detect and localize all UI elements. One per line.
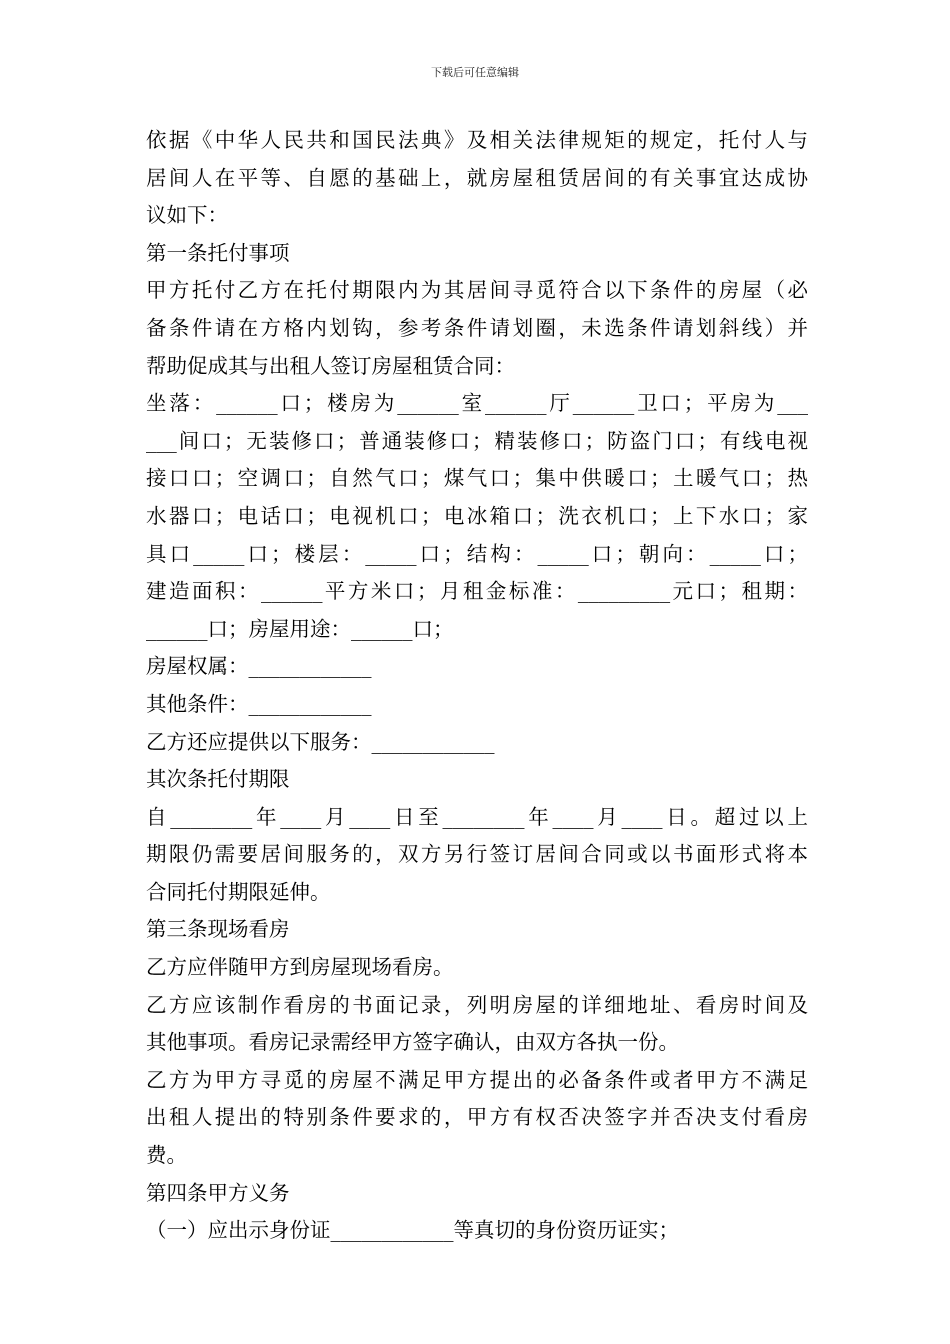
text-line: 合同托付期限延伸。 (146, 879, 331, 904)
text-line: 其次条托付期限 (146, 767, 290, 792)
text-line: 居间人在平等、自愿的基础上，就房屋租赁居间的有关事宜达成协 (146, 165, 808, 190)
text-line: 其他条件：____________ (146, 691, 372, 716)
text-line: 帮助促成其与出租人签订房屋租赁合同： (146, 353, 515, 378)
text-line: 水器口；电话口；电视机口；电冰箱口；洗衣机口；上下水口；家 (146, 503, 808, 528)
text-line: 议如下： (146, 203, 228, 228)
text-line: ______口；房屋用途：______口； (146, 616, 454, 641)
text-line: 接口口；空调口；自然气口；煤气口；集中供暖口；土暖气口；热 (146, 466, 808, 491)
text-line: 乙方应该制作看房的书面记录，列明房屋的详细地址、看房时间及 (146, 992, 808, 1017)
text-line: 甲方托付乙方在托付期限内为其居间寻觅符合以下条件的房屋（必 (146, 278, 808, 303)
text-line: 其他事项。看房记录需经甲方签字确认，由双方各执一份。 (146, 1030, 679, 1055)
text-line: 乙方还应提供以下服务：____________ (146, 729, 495, 754)
text-line: 期限仍需要居间服务的，双方另行签订居间合同或以书面形式将本 (146, 842, 808, 867)
document-body (146, 122, 808, 1250)
text-line: 依据《中华人民共和国民法典》及相关法律规矩的规定，托付人与 (146, 128, 808, 152)
text-line: 乙方应伴随甲方到房屋现场看房。 (146, 955, 454, 980)
text-line: 第四条甲方义务 (146, 1180, 290, 1205)
text-line: （一）应出示身份证____________等真切的身份资历证实； (146, 1218, 679, 1243)
text-line: 房屋权属：____________ (146, 654, 372, 679)
text-line: 第三条现场看房 (146, 917, 290, 942)
text-line: 费。 (146, 1143, 187, 1168)
text-line: 乙方为甲方寻觅的房屋不满足甲方提出的必备条件或者甲方不满足 (146, 1067, 808, 1092)
text-line: ___间口；无装修口；普通装修口；精装修口；防盗门口；有线电视 (146, 428, 808, 453)
text-line: 出租人提出的特别条件要求的，甲方有权否决签字并否决支付看房 (146, 1105, 808, 1130)
text-line: 备条件请在方格内划钩，参考条件请划圈，未选条件请划斜线）并 (146, 315, 808, 340)
text-line: 第一条托付事项 (146, 240, 290, 265)
text-line: 自________年____月____日至________年____月____日。超过以上 (146, 804, 808, 829)
text-line: 具口_____口；楼层：_____口；结构：_____口；朝向：_____口； (146, 541, 808, 566)
text-line: 建造面积：______平方米口；月租金标准：_________元口；租期： (146, 579, 808, 604)
page-header: 下载后可任意编辑 (431, 66, 519, 79)
text-line: 坐落：______口；楼房为______室______厅______卫口；平房为___ (146, 391, 808, 416)
